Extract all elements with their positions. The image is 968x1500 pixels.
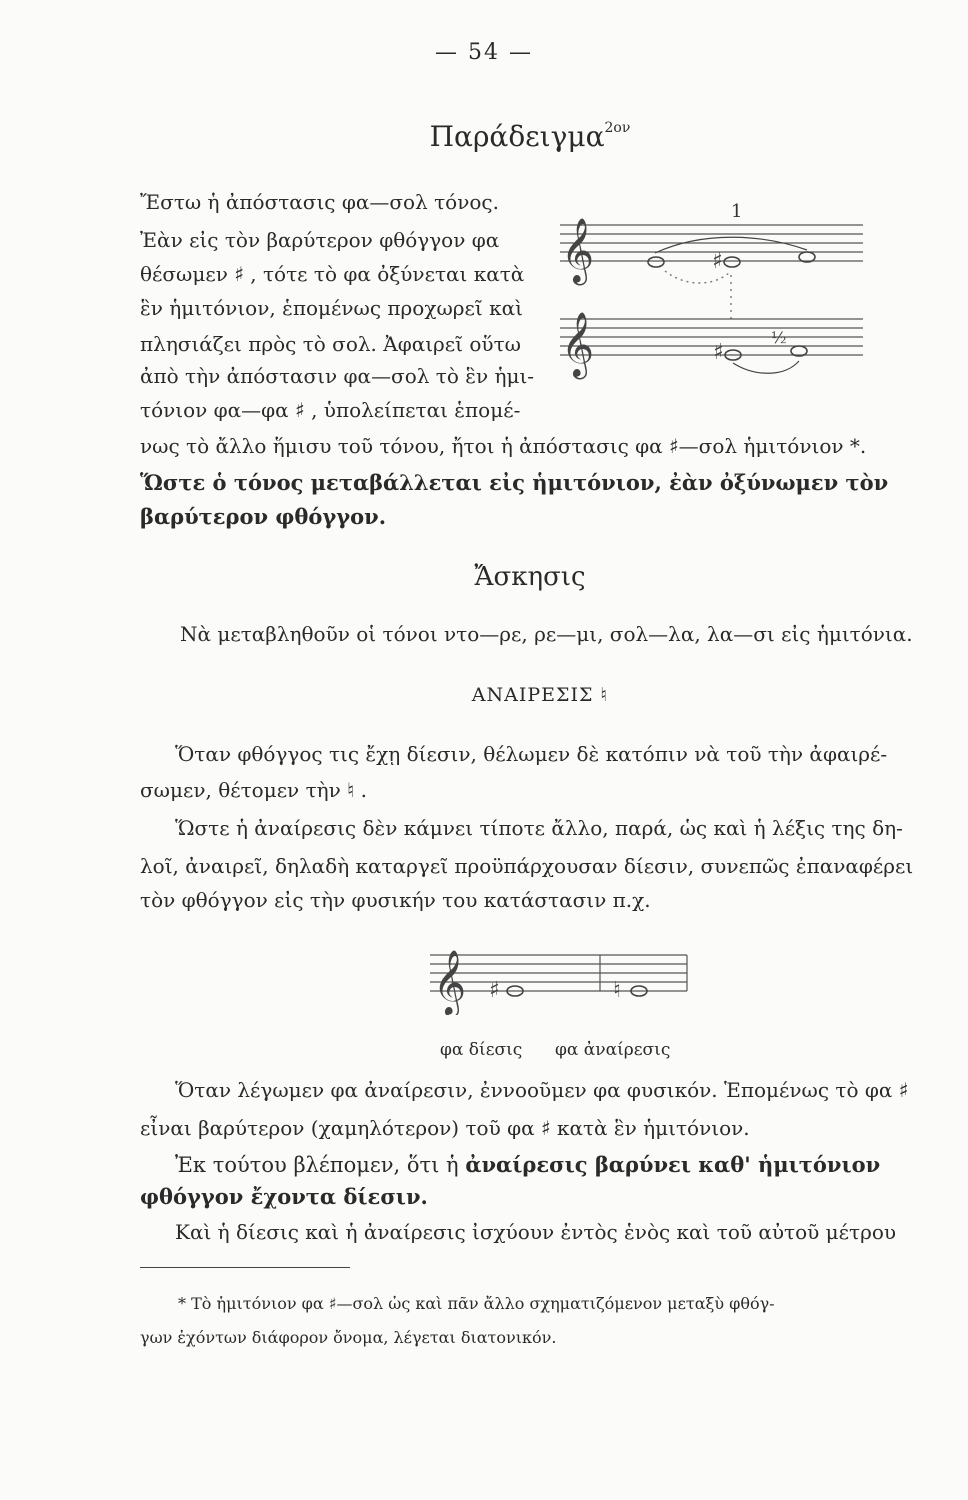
page-number: — 54 — <box>435 40 533 65</box>
example-line-1: Ἔστω ἡ ἀπόστασις φα—σολ τόνος. <box>140 190 499 214</box>
example-title <box>0 120 968 153</box>
footnote-line-2: γων ἐχόντων διάφορον ὄνομα, λέγεται διατονικόν. <box>140 1328 557 1347</box>
example-line-5: πλησιάζει πρὸς τὸ σολ. Ἀφαιρεῖ οὕτω <box>140 332 521 356</box>
section-heading: ΑΝΑΙΡΕΣΙΣ ♮ <box>471 684 609 706</box>
natural-paragraph-3-line-2: εἶναι βαρύτερον (χαμηλότερον) τοῦ φα ♯ κατὰ ἓν ἡμιτόνιον. <box>140 1116 750 1140</box>
natural-paragraph-2-line-1: Ὥστε ἡ ἀναίρεσις δὲν κάμνει τίποτε ἄλλο, παρά, ὡς καὶ ἡ λέξις της δη- <box>175 816 903 840</box>
staff-2 <box>560 319 863 355</box>
exercise-text: Νὰ μεταβληθοῦν οἱ τόνοι ντο—ρε, ρε—μι, σολ—λα, λα—σι εἰς ἡμιτόνια. <box>180 622 913 646</box>
caption-fa-natural: φα ἀναίρεσις <box>555 1040 671 1060</box>
example-title-text: Παράδειγμα <box>429 120 605 153</box>
slur-icon <box>655 237 807 253</box>
example-title-superscript: 2ον <box>604 120 631 136</box>
caption-fa-sharp: φα δίεσις <box>440 1040 523 1060</box>
footnote-line-1: * Τὸ ἡμιτόνιον φα ♯—σολ ὡς καὶ πᾶν ἄλλο σχηματιζόμενον μεταξὺ φθόγ- <box>178 1294 775 1313</box>
half-tone-mark-icon: ½ <box>771 328 787 347</box>
rule-bold-2-plain: Ἐκ τούτου βλέπομεν, ὅτι ἡ <box>175 1153 459 1177</box>
natural-paragraph-3-line-1: Ὅταν λέγωμεν φα ἀναίρεσιν, ἐννοοῦμεν φα φυσικόν. Ἑπομένως τὸ φα ♯ <box>175 1078 909 1102</box>
sharp-icon: ♯ <box>713 340 724 365</box>
slur-icon <box>733 361 799 373</box>
treble-clef-icon: 𝄞 <box>561 312 595 377</box>
note-fa-sharp-1 <box>724 257 740 267</box>
natural-paragraph-2-line-3: τὸν φθόγγον εἰς τὴν φυσικήν του κατάστασιν π.χ. <box>140 888 651 912</box>
rule-bold-line-1: Ὥστε ὁ τόνος μεταβάλλεται εἰς ἡμιτόνιον, ἐὰν ὀξύνωμεν τὸν <box>140 470 889 495</box>
note-fa-whole-1 <box>648 257 664 267</box>
rule-bold-line-2: βαρύτερον φθόγγον. <box>140 504 387 529</box>
rule-bold-2-line-2: φθόγγον ἔχοντα δίεσιν. <box>140 1184 428 1209</box>
staff-3 <box>430 955 687 991</box>
natural-paragraph-1-line-2: σωμεν, θέτομεν τὴν ♮ . <box>140 778 368 802</box>
rule-bold-2-emphasis: ἀναίρεσις βαρύνει καθ' ἡμιτόνιον <box>465 1152 881 1177</box>
sharp-icon: ♯ <box>489 978 500 1003</box>
music-example-1 <box>555 195 875 395</box>
example-line-7: τόνιον φα—φα ♯ , ὑπολείπεται ἑπομέ- <box>140 398 521 422</box>
natural-icon: ♮ <box>613 978 621 1003</box>
natural-paragraph-2-line-2: λοῖ, ἀναιρεῖ, δηλαδὴ καταργεῖ προϋπάρχουσαν δίεσιν, συνεπῶς ἐπαναφέρει <box>140 854 914 878</box>
example-line-3: θέσωμεν ♯ , τότε τὸ φα ὀξύνεται κατὰ <box>140 262 525 286</box>
example-line-2: Ἐὰν εἰς τὸν βαρύτερον φθόγγον φα <box>140 228 500 252</box>
treble-clef-icon: 𝄞 <box>433 950 467 1015</box>
sharp-icon: ♯ <box>712 249 723 274</box>
natural-paragraph-1-line-1: Ὅταν φθόγγος τις ἔχῃ δίεσιν, θέλωμεν δὲ κατόπιν νὰ τοῦ τὴν ἀφαιρέ- <box>175 742 888 766</box>
footnote-divider <box>140 1267 350 1268</box>
music-example-2 <box>425 935 695 1015</box>
music-number-label: 1 <box>731 201 743 222</box>
treble-clef-icon: 𝄞 <box>561 218 595 283</box>
last-line: Καὶ ἡ δίεσις καὶ ἡ ἀναίρεσις ἰσχύουν ἐντὸς ἑνὸς καὶ τοῦ αὐτοῦ μέτρου <box>175 1220 897 1244</box>
exercise-heading: Ἄσκησις <box>474 562 586 592</box>
example-line-4: ἓν ἡμιτόνιον, ἑπομένως προχωρεῖ καὶ <box>140 296 523 320</box>
example-line-8: νως τὸ ἄλλο ἥμισυ τοῦ τόνου, ἤτοι ἡ ἀπόστασις φα ♯—σολ ἡμιτόνιον *. <box>140 434 867 458</box>
example-line-6: ἀπὸ τὴν ἀπόστασιν φα—σολ τὸ ἓν ἡμι- <box>140 364 535 388</box>
rule-bold-2-line-1 <box>175 1154 880 1176</box>
